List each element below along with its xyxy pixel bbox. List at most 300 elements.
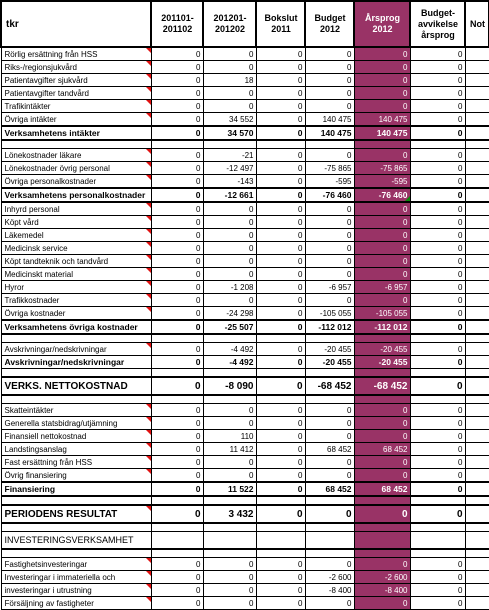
- empty-cell: [203, 334, 256, 343]
- value-cell[interactable]: -75 865: [354, 162, 410, 175]
- empty-cell: [465, 496, 489, 505]
- value-cell[interactable]: 0: [256, 74, 305, 87]
- value-cell[interactable]: 0: [305, 74, 354, 87]
- value-cell[interactable]: 0: [354, 242, 410, 255]
- column-header: tkr: [1, 1, 151, 47]
- value-cell[interactable]: 0: [305, 61, 354, 74]
- note-cell[interactable]: [465, 162, 489, 175]
- value-cell[interactable]: 0: [256, 100, 305, 113]
- value-cell[interactable]: 18: [203, 74, 256, 87]
- empty-cell: [305, 395, 354, 404]
- value-cell[interactable]: 0: [354, 149, 410, 162]
- value-cell[interactable]: 0: [151, 61, 203, 74]
- value-cell[interactable]: 0: [151, 482, 203, 496]
- empty-cell: [1, 334, 151, 343]
- value-cell[interactable]: 0: [151, 294, 203, 307]
- value-cell[interactable]: 0: [151, 505, 203, 523]
- value-cell[interactable]: 0: [410, 47, 465, 61]
- empty-cell: [465, 140, 489, 149]
- value-cell[interactable]: 140 475: [305, 113, 354, 127]
- value-cell[interactable]: 0: [256, 469, 305, 483]
- value-cell[interactable]: 0: [305, 229, 354, 242]
- value-cell[interactable]: 0: [410, 571, 465, 584]
- value-cell[interactable]: 0: [151, 597, 203, 610]
- value-cell[interactable]: -143: [203, 175, 256, 189]
- row-label: Patientavgifter sjukvård: [1, 74, 151, 87]
- row-label: Avskrivningar/nedskrivningar: [1, 356, 151, 369]
- value-cell[interactable]: 0: [305, 558, 354, 571]
- value-cell[interactable]: 0: [151, 113, 203, 127]
- value-cell[interactable]: 0: [151, 87, 203, 100]
- value-cell[interactable]: 0: [203, 229, 256, 242]
- value-cell[interactable]: 11 522: [203, 482, 256, 496]
- empty-cell: [354, 369, 410, 378]
- value-cell[interactable]: 0: [305, 149, 354, 162]
- value-cell[interactable]: 0: [354, 216, 410, 229]
- empty-cell: [465, 395, 489, 404]
- value-cell[interactable]: 34 552: [203, 113, 256, 127]
- value-cell[interactable]: -8 400: [305, 584, 354, 597]
- value-cell[interactable]: 0: [151, 307, 203, 321]
- value-cell[interactable]: -76 460: [305, 188, 354, 202]
- value-cell[interactable]: 0: [305, 505, 354, 523]
- value-cell[interactable]: 0: [354, 294, 410, 307]
- note-cell[interactable]: [465, 417, 489, 430]
- value-cell[interactable]: -20 455: [305, 356, 354, 369]
- value-cell[interactable]: 3 432: [203, 505, 256, 523]
- value-cell[interactable]: 0: [410, 469, 465, 483]
- value-cell[interactable]: 0: [203, 417, 256, 430]
- value-cell[interactable]: 0: [305, 100, 354, 113]
- value-cell[interactable]: 0: [256, 320, 305, 334]
- value-cell[interactable]: 0: [410, 242, 465, 255]
- note-cell[interactable]: [465, 61, 489, 74]
- table-row: [1, 242, 489, 255]
- total-row: [1, 377, 489, 395]
- value-cell[interactable]: 0: [256, 229, 305, 242]
- value-cell[interactable]: 0: [151, 571, 203, 584]
- table-row: [1, 100, 489, 113]
- value-cell[interactable]: 0: [410, 126, 465, 140]
- value-cell[interactable]: 0: [151, 417, 203, 430]
- value-cell[interactable]: 0: [151, 558, 203, 571]
- value-cell[interactable]: 0: [256, 571, 305, 584]
- value-cell[interactable]: 0: [410, 320, 465, 334]
- value-cell[interactable]: 0: [305, 87, 354, 100]
- note-cell[interactable]: [465, 100, 489, 113]
- empty-cell: [151, 532, 203, 550]
- note-cell[interactable]: [465, 126, 489, 140]
- empty-cell: [354, 140, 410, 149]
- value-cell[interactable]: 0: [354, 417, 410, 430]
- value-cell[interactable]: 0: [410, 216, 465, 229]
- value-cell[interactable]: 0: [354, 87, 410, 100]
- value-cell[interactable]: 0: [410, 343, 465, 356]
- empty-cell: [1, 395, 151, 404]
- empty-cell: [1, 496, 151, 505]
- value-cell[interactable]: 0: [410, 584, 465, 597]
- empty-cell: [465, 523, 489, 532]
- value-cell[interactable]: 0: [256, 87, 305, 100]
- value-cell[interactable]: 0: [354, 558, 410, 571]
- value-cell[interactable]: -20 455: [305, 343, 354, 356]
- note-cell[interactable]: [465, 377, 489, 395]
- value-cell[interactable]: 0: [354, 456, 410, 469]
- empty-cell: [305, 334, 354, 343]
- value-cell[interactable]: -2 600: [354, 571, 410, 584]
- note-cell[interactable]: [465, 113, 489, 127]
- note-cell[interactable]: [465, 404, 489, 417]
- note-cell[interactable]: [465, 175, 489, 189]
- value-cell[interactable]: 0: [410, 597, 465, 610]
- value-cell[interactable]: 0: [305, 202, 354, 216]
- note-cell[interactable]: [465, 456, 489, 469]
- value-cell[interactable]: 0: [354, 255, 410, 268]
- value-cell[interactable]: 0: [410, 74, 465, 87]
- value-cell[interactable]: 0: [256, 482, 305, 496]
- value-cell[interactable]: 0: [256, 356, 305, 369]
- value-cell[interactable]: -1 208: [203, 281, 256, 294]
- value-cell[interactable]: 0: [256, 126, 305, 140]
- value-cell[interactable]: -68 452: [354, 377, 410, 395]
- value-cell[interactable]: 0: [305, 469, 354, 483]
- value-cell[interactable]: 110: [203, 430, 256, 443]
- value-cell[interactable]: -112 012: [305, 320, 354, 334]
- value-cell[interactable]: 0: [256, 404, 305, 417]
- value-cell[interactable]: 0: [256, 281, 305, 294]
- row-label: Skatteintäkter: [1, 404, 151, 417]
- table-row: [1, 417, 489, 430]
- value-cell[interactable]: 68 452: [305, 482, 354, 496]
- note-cell[interactable]: [465, 74, 489, 87]
- empty-cell: [203, 523, 256, 532]
- value-cell[interactable]: 0: [151, 584, 203, 597]
- note-cell[interactable]: [465, 242, 489, 255]
- value-cell[interactable]: 0: [354, 404, 410, 417]
- value-cell[interactable]: 0: [410, 505, 465, 523]
- value-cell[interactable]: 0: [410, 558, 465, 571]
- value-cell[interactable]: 0: [151, 242, 203, 255]
- value-cell[interactable]: 0: [410, 417, 465, 430]
- value-cell[interactable]: 68 452: [354, 482, 410, 496]
- value-cell[interactable]: -21: [203, 149, 256, 162]
- value-cell[interactable]: 0: [410, 294, 465, 307]
- note-cell[interactable]: [465, 482, 489, 496]
- value-cell[interactable]: 0: [203, 87, 256, 100]
- value-cell[interactable]: 0: [203, 100, 256, 113]
- table-row: [1, 558, 489, 571]
- note-cell[interactable]: [465, 149, 489, 162]
- value-cell[interactable]: 0: [354, 61, 410, 74]
- value-cell[interactable]: 0: [203, 597, 256, 610]
- value-cell[interactable]: 0: [256, 558, 305, 571]
- value-cell[interactable]: -595: [305, 175, 354, 189]
- value-cell[interactable]: 68 452: [354, 443, 410, 456]
- value-cell[interactable]: 0: [256, 175, 305, 189]
- value-cell[interactable]: 0: [151, 281, 203, 294]
- empty-cell: [256, 496, 305, 505]
- value-cell[interactable]: 0: [354, 505, 410, 523]
- value-cell[interactable]: 0: [203, 202, 256, 216]
- value-cell[interactable]: -76 460: [354, 188, 410, 202]
- value-cell[interactable]: 0: [410, 162, 465, 175]
- value-cell[interactable]: 0: [410, 268, 465, 281]
- value-cell[interactable]: 0: [410, 87, 465, 100]
- note-cell[interactable]: [465, 584, 489, 597]
- value-cell[interactable]: 0: [203, 268, 256, 281]
- empty-cell: [410, 532, 465, 550]
- value-cell[interactable]: 0: [256, 597, 305, 610]
- value-cell[interactable]: 0: [256, 47, 305, 61]
- value-cell[interactable]: 0: [305, 268, 354, 281]
- note-cell[interactable]: [465, 597, 489, 610]
- note-cell[interactable]: [465, 294, 489, 307]
- value-cell[interactable]: 0: [203, 558, 256, 571]
- empty-cell: [151, 549, 203, 558]
- value-cell[interactable]: 0: [203, 294, 256, 307]
- value-cell[interactable]: 0: [151, 149, 203, 162]
- row-label: Rörlig ersättning från HSS: [1, 47, 151, 61]
- value-cell[interactable]: -4 492: [203, 356, 256, 369]
- value-cell[interactable]: 0: [256, 343, 305, 356]
- value-cell[interactable]: 0: [256, 188, 305, 202]
- note-cell[interactable]: [465, 505, 489, 523]
- value-cell[interactable]: 0: [203, 571, 256, 584]
- spacer-row: [1, 549, 489, 558]
- value-cell[interactable]: -75 865: [305, 162, 354, 175]
- row-label: Fast ersättning från HSS: [1, 456, 151, 469]
- value-cell[interactable]: -6 957: [305, 281, 354, 294]
- value-cell[interactable]: 140 475: [354, 113, 410, 127]
- value-cell[interactable]: 0: [256, 242, 305, 255]
- value-cell[interactable]: -20 455: [354, 356, 410, 369]
- value-cell[interactable]: 0: [151, 74, 203, 87]
- empty-cell: [465, 369, 489, 378]
- value-cell[interactable]: 0: [151, 188, 203, 202]
- value-cell[interactable]: 0: [256, 255, 305, 268]
- value-cell[interactable]: 0: [305, 242, 354, 255]
- value-cell[interactable]: 0: [256, 505, 305, 523]
- table-row: [1, 216, 489, 229]
- note-cell[interactable]: [465, 47, 489, 61]
- value-cell[interactable]: 0: [354, 100, 410, 113]
- value-cell[interactable]: 0: [410, 255, 465, 268]
- value-cell[interactable]: -20 455: [354, 343, 410, 356]
- value-cell[interactable]: -105 055: [354, 307, 410, 321]
- value-cell[interactable]: 0: [151, 430, 203, 443]
- value-cell[interactable]: 0: [203, 216, 256, 229]
- spacer-row: [1, 395, 489, 404]
- note-cell[interactable]: [465, 320, 489, 334]
- value-cell[interactable]: 0: [354, 74, 410, 87]
- note-cell[interactable]: [465, 558, 489, 571]
- value-cell[interactable]: 0: [410, 188, 465, 202]
- value-cell[interactable]: -12 661: [203, 188, 256, 202]
- value-cell[interactable]: 0: [256, 61, 305, 74]
- value-cell[interactable]: -2 600: [305, 571, 354, 584]
- value-cell[interactable]: 0: [151, 404, 203, 417]
- value-cell[interactable]: 0: [354, 202, 410, 216]
- note-cell[interactable]: [465, 255, 489, 268]
- value-cell[interactable]: -8 400: [354, 584, 410, 597]
- value-cell[interactable]: 0: [354, 469, 410, 483]
- value-cell[interactable]: -6 957: [354, 281, 410, 294]
- total-row: [1, 188, 489, 202]
- value-cell[interactable]: 0: [305, 47, 354, 61]
- empty-cell: [256, 140, 305, 149]
- table-row: [1, 74, 489, 87]
- note-cell[interactable]: [465, 87, 489, 100]
- note-cell[interactable]: [465, 443, 489, 456]
- value-cell[interactable]: -112 012: [354, 320, 410, 334]
- value-cell[interactable]: 0: [151, 443, 203, 456]
- value-cell[interactable]: 0: [203, 242, 256, 255]
- value-cell[interactable]: 0: [256, 216, 305, 229]
- value-cell[interactable]: 0: [354, 229, 410, 242]
- value-cell[interactable]: 0: [410, 356, 465, 369]
- row-label: Hyror: [1, 281, 151, 294]
- value-cell[interactable]: 0: [203, 61, 256, 74]
- value-cell[interactable]: -8 090: [203, 377, 256, 395]
- value-cell[interactable]: 0: [256, 430, 305, 443]
- value-cell[interactable]: 0: [256, 417, 305, 430]
- row-label: Övriga intäkter: [1, 113, 151, 127]
- value-cell[interactable]: 0: [203, 47, 256, 61]
- value-cell[interactable]: 0: [203, 404, 256, 417]
- note-cell[interactable]: [465, 430, 489, 443]
- note-cell[interactable]: [465, 216, 489, 229]
- note-cell[interactable]: [465, 188, 489, 202]
- value-cell[interactable]: -105 055: [305, 307, 354, 321]
- value-cell[interactable]: 0: [410, 281, 465, 294]
- row-label: PERIODENS RESULTAT: [1, 505, 151, 523]
- value-cell[interactable]: 0: [151, 255, 203, 268]
- value-cell[interactable]: 0: [151, 126, 203, 140]
- value-cell[interactable]: 68 452: [305, 443, 354, 456]
- value-cell[interactable]: 0: [151, 162, 203, 175]
- value-cell[interactable]: 0: [256, 294, 305, 307]
- section-row: [1, 532, 489, 550]
- note-cell[interactable]: [465, 343, 489, 356]
- value-cell[interactable]: 0: [305, 456, 354, 469]
- value-cell[interactable]: -25 507: [203, 320, 256, 334]
- value-cell[interactable]: 0: [354, 47, 410, 61]
- value-cell[interactable]: 0: [151, 469, 203, 483]
- value-cell[interactable]: 0: [256, 307, 305, 321]
- value-cell[interactable]: 140 475: [305, 126, 354, 140]
- value-cell[interactable]: 0: [151, 47, 203, 61]
- empty-cell: [354, 523, 410, 532]
- value-cell[interactable]: 0: [203, 584, 256, 597]
- note-cell[interactable]: [465, 281, 489, 294]
- note-cell[interactable]: [465, 229, 489, 242]
- value-cell[interactable]: 0: [410, 456, 465, 469]
- note-cell[interactable]: [465, 571, 489, 584]
- value-cell[interactable]: 34 570: [203, 126, 256, 140]
- value-cell[interactable]: 0: [410, 202, 465, 216]
- empty-cell: [256, 523, 305, 532]
- value-cell[interactable]: 0: [256, 149, 305, 162]
- value-cell[interactable]: -68 452: [305, 377, 354, 395]
- value-cell[interactable]: 0: [151, 202, 203, 216]
- table-row: [1, 456, 489, 469]
- value-cell[interactable]: 0: [410, 430, 465, 443]
- value-cell[interactable]: 0: [151, 100, 203, 113]
- value-cell[interactable]: 0: [151, 377, 203, 395]
- value-cell[interactable]: 0: [305, 216, 354, 229]
- value-cell[interactable]: -24 298: [203, 307, 256, 321]
- value-cell[interactable]: 0: [410, 100, 465, 113]
- value-cell[interactable]: -4 492: [203, 343, 256, 356]
- value-cell[interactable]: 0: [410, 307, 465, 321]
- value-cell[interactable]: 0: [410, 404, 465, 417]
- value-cell[interactable]: 0: [305, 255, 354, 268]
- value-cell[interactable]: 0: [410, 149, 465, 162]
- value-cell[interactable]: 0: [354, 430, 410, 443]
- value-cell[interactable]: 0: [151, 216, 203, 229]
- value-cell[interactable]: 0: [203, 456, 256, 469]
- note-cell[interactable]: [465, 202, 489, 216]
- value-cell[interactable]: 0: [151, 320, 203, 334]
- value-cell[interactable]: 11 412: [203, 443, 256, 456]
- table-row: [1, 202, 489, 216]
- value-cell[interactable]: 0: [151, 268, 203, 281]
- value-cell[interactable]: 0: [256, 162, 305, 175]
- value-cell[interactable]: 0: [305, 417, 354, 430]
- value-cell[interactable]: 0: [256, 377, 305, 395]
- value-cell[interactable]: 0: [256, 113, 305, 127]
- row-label: Övriga kostnader: [1, 307, 151, 321]
- table-row: [1, 343, 489, 356]
- value-cell[interactable]: 0: [151, 356, 203, 369]
- value-cell[interactable]: -595: [354, 175, 410, 189]
- value-cell[interactable]: -12 497: [203, 162, 256, 175]
- value-cell[interactable]: 0: [151, 175, 203, 189]
- value-cell[interactable]: 140 475: [354, 126, 410, 140]
- value-cell[interactable]: 0: [151, 229, 203, 242]
- value-cell[interactable]: 0: [410, 61, 465, 74]
- value-cell[interactable]: 0: [354, 268, 410, 281]
- value-cell[interactable]: 0: [305, 294, 354, 307]
- value-cell[interactable]: 0: [410, 175, 465, 189]
- value-cell[interactable]: 0: [203, 469, 256, 483]
- value-cell[interactable]: 0: [410, 377, 465, 395]
- value-cell[interactable]: 0: [305, 430, 354, 443]
- note-cell[interactable]: [465, 307, 489, 321]
- total-row: [1, 505, 489, 523]
- value-cell[interactable]: 0: [354, 597, 410, 610]
- value-cell[interactable]: 0: [256, 443, 305, 456]
- value-cell[interactable]: 0: [203, 255, 256, 268]
- value-cell[interactable]: 0: [256, 584, 305, 597]
- value-cell[interactable]: 0: [410, 113, 465, 127]
- row-label: Trafikkostnader: [1, 294, 151, 307]
- note-cell[interactable]: [465, 268, 489, 281]
- value-cell[interactable]: 0: [151, 456, 203, 469]
- column-header: 201201-201202: [203, 1, 256, 47]
- value-cell[interactable]: 0: [305, 404, 354, 417]
- note-cell[interactable]: [465, 469, 489, 483]
- note-cell[interactable]: [465, 356, 489, 369]
- value-cell[interactable]: 0: [256, 268, 305, 281]
- value-cell[interactable]: 0: [151, 343, 203, 356]
- value-cell[interactable]: 0: [305, 597, 354, 610]
- value-cell[interactable]: 0: [410, 482, 465, 496]
- value-cell[interactable]: 0: [410, 229, 465, 242]
- value-cell[interactable]: 0: [256, 456, 305, 469]
- value-cell[interactable]: 0: [256, 202, 305, 216]
- value-cell[interactable]: 0: [410, 443, 465, 456]
